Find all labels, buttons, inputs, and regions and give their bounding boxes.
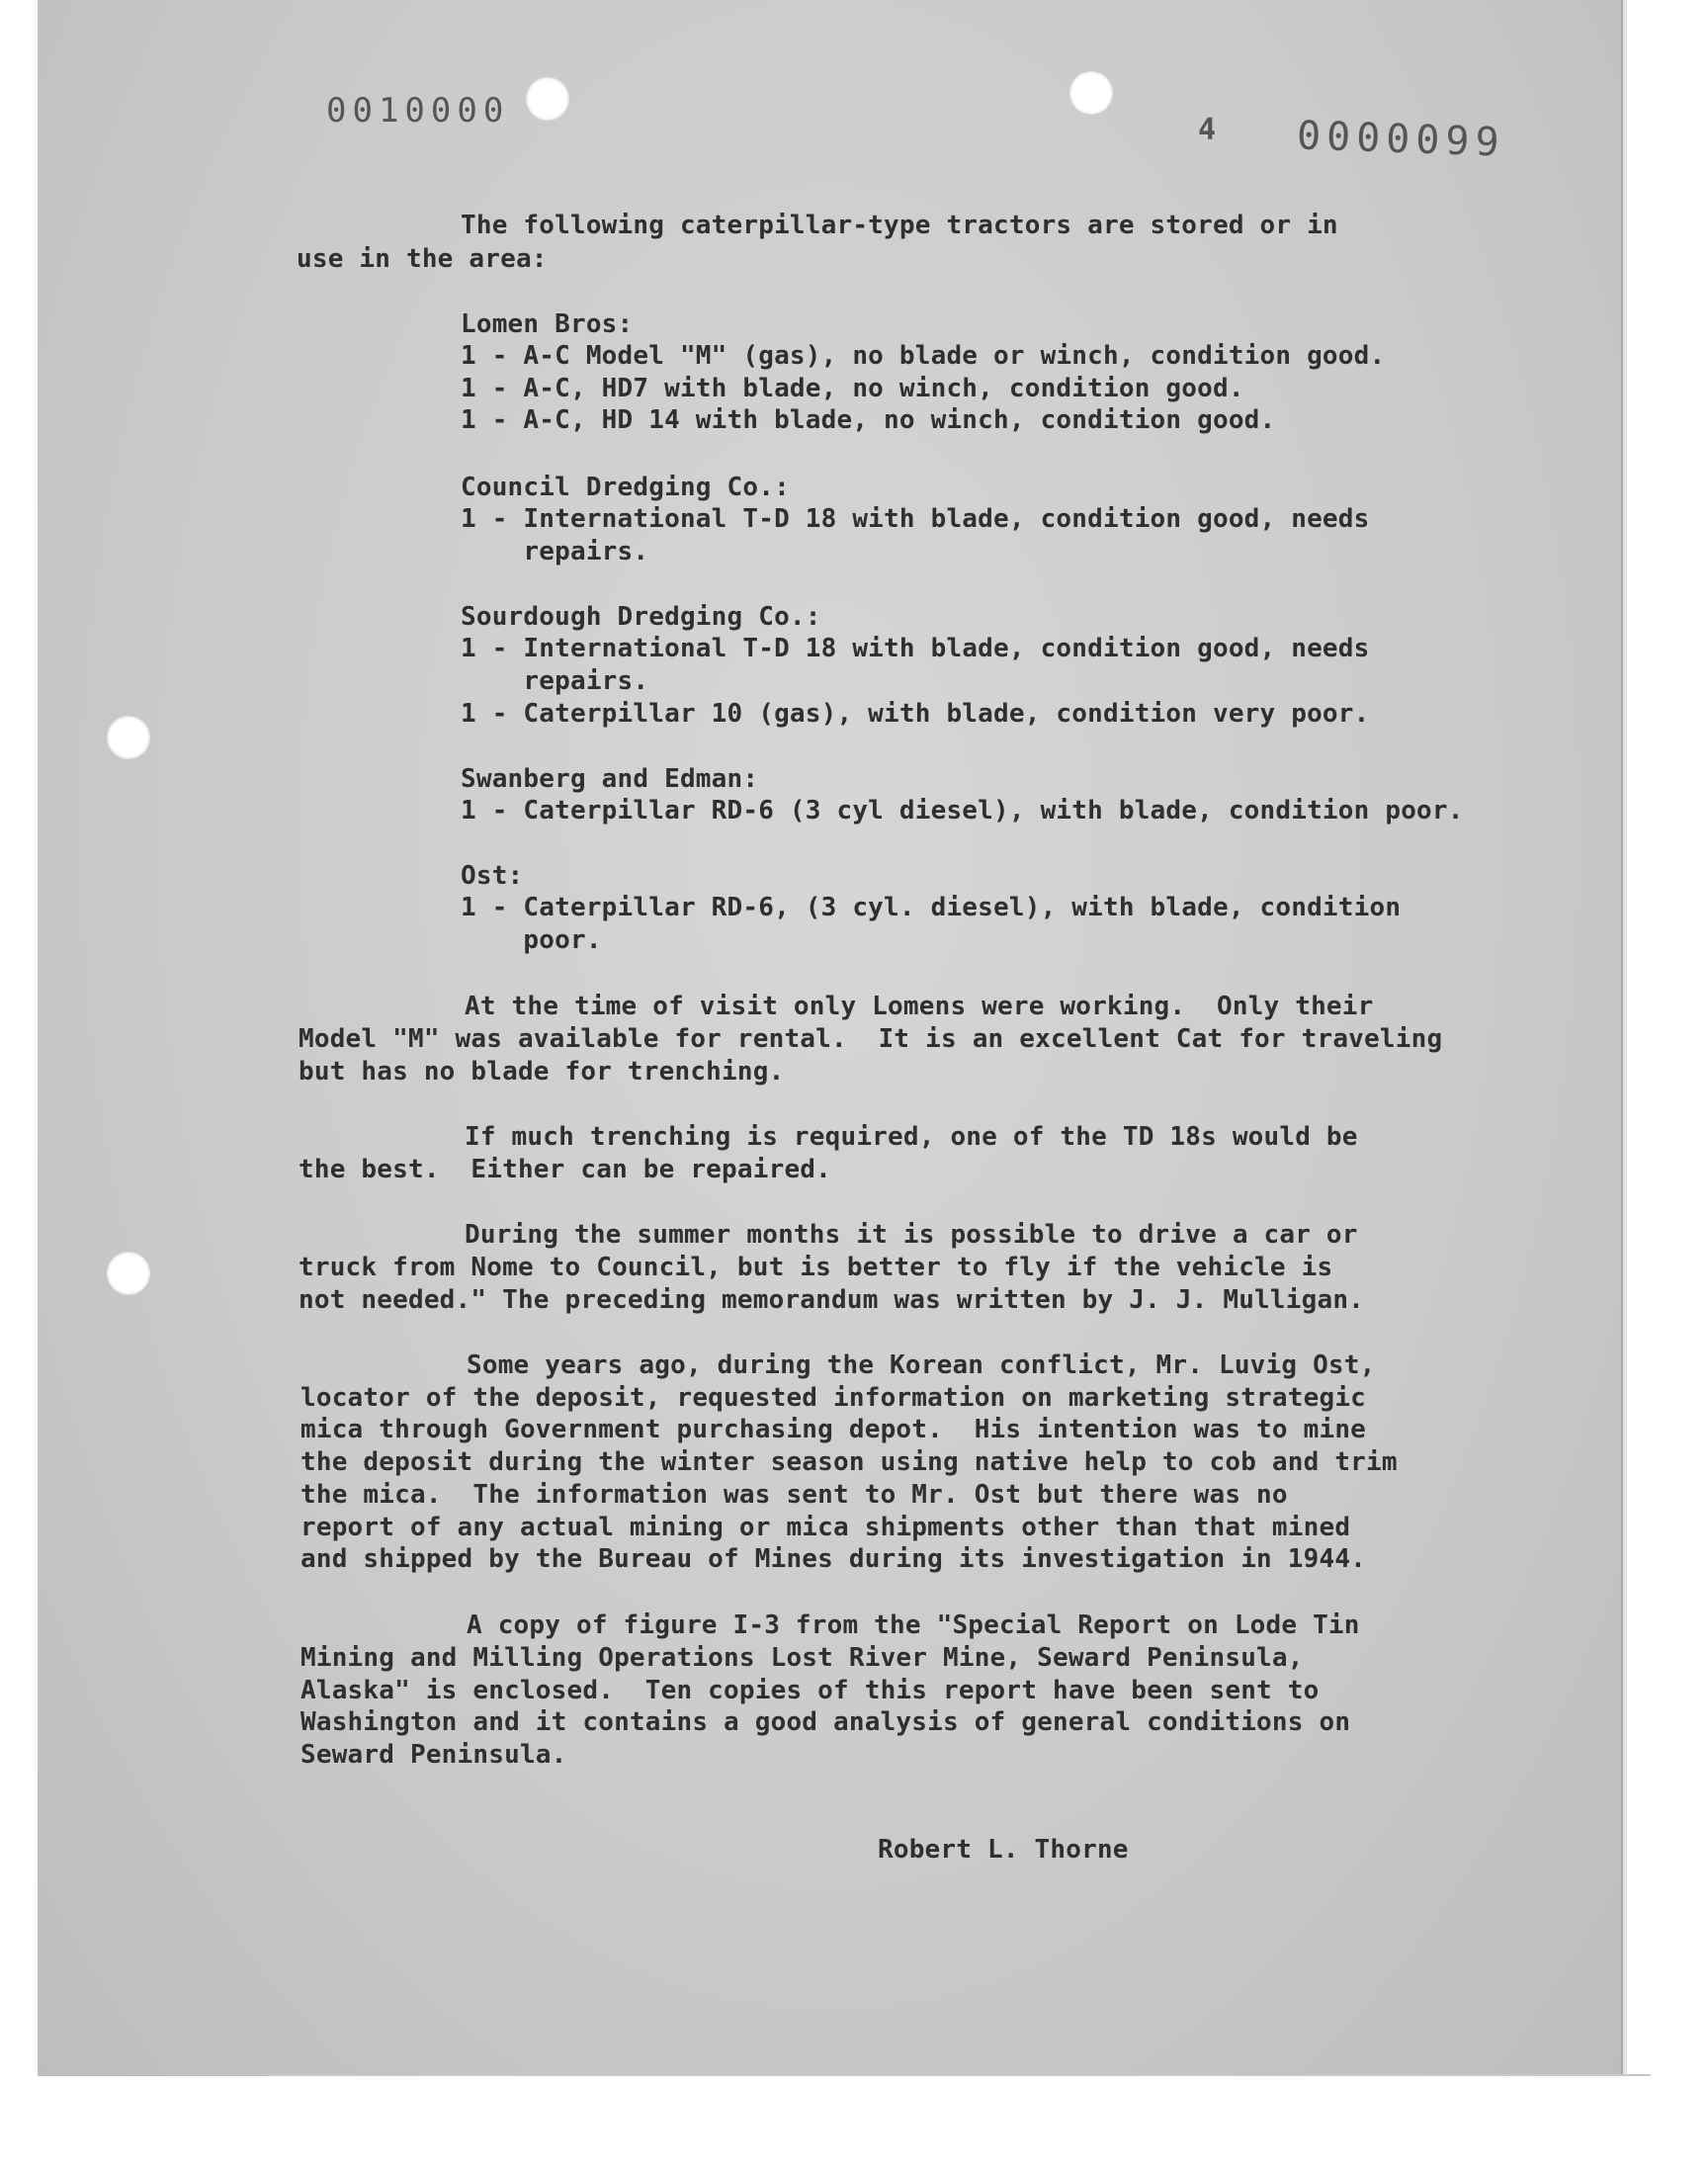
copy-paragraph-line: A copy of figure I-3 from the "Special Report on Lode Tin [467, 1610, 1360, 1640]
korean-paragraph-line: Some years ago, during the Korean conflict, Mr. Luvig Ost, [467, 1350, 1376, 1380]
korean-paragraph-line: the mica. The information was sent to Mr. Ost but there was no [300, 1480, 1288, 1510]
lomen-item: 1 - A-C Model "M" (gas), no blade or winch, condition good. [461, 341, 1386, 371]
punch-hole-lower [107, 1252, 150, 1295]
ost-heading: Ost: [461, 861, 524, 891]
lomen-heading: Lomen Bros: [461, 309, 634, 339]
sourdough-item: 1 - International T-D 18 with blade, condition good, needs [461, 634, 1370, 663]
sourdough-item: 1 - Caterpillar 10 (gas), with blade, condition very poor. [461, 699, 1370, 729]
intro-line-1: The following caterpillar-type tractors are stored or in [461, 211, 1338, 240]
scanner-bottom-edge [267, 2074, 1651, 2076]
korean-paragraph-line: report of any actual mining or mica shipments other than that mined [300, 1513, 1351, 1542]
copy-paragraph-line: Alaska" is enclosed. Ten copies of this report have been sent to [300, 1676, 1320, 1705]
summer-paragraph-line: truck from Nome to Council, but is better to fly if the vehicle is [299, 1253, 1333, 1282]
page-number: 4 [1198, 113, 1217, 147]
trenching-paragraph-line: If much trenching is required, one of the TD 18s would be [465, 1122, 1358, 1152]
sourdough-item: repairs. [461, 666, 649, 696]
summer-paragraph-line: not needed." The preceding memorandum was written by J. J. Mulligan. [299, 1285, 1365, 1315]
swanberg-heading: Swanberg and Edman: [461, 764, 759, 794]
council-item: 1 - International T-D 18 with blade, condition good, needs [461, 504, 1370, 534]
council-item: repairs. [461, 537, 649, 566]
visit-paragraph-line: At the time of visit only Lomens were working. Only their [465, 992, 1374, 1021]
scanner-edge [1623, 0, 1627, 2076]
punch-hole-top-left [526, 77, 569, 121]
visit-paragraph-line: but has no blade for trenching. [299, 1057, 785, 1087]
copy-paragraph-line: Washington and it contains a good analysis of general conditions on [300, 1707, 1351, 1737]
copy-paragraph-line: Mining and Milling Operations Lost River Mine, Seward Peninsula, [300, 1643, 1304, 1673]
korean-paragraph-line: the deposit during the winter season using native help to cob and trim [300, 1447, 1398, 1477]
korean-paragraph-line: and shipped by the Bureau of Mines during its investigation in 1944. [300, 1544, 1367, 1574]
signature: Robert L. Thorne [878, 1835, 1129, 1865]
ost-item: 1 - Caterpillar RD-6, (3 cyl. diesel), with blade, condition [461, 893, 1402, 922]
lomen-item: 1 - A-C, HD 14 with blade, no winch, condition good. [461, 405, 1276, 435]
punch-hole-top-right [1069, 71, 1113, 115]
trenching-paragraph-line: the best. Either can be repaired. [299, 1155, 832, 1184]
punch-hole-middle [107, 716, 150, 759]
visit-paragraph-line: Model "M" was available for rental. It is an excellent Cat for traveling [299, 1024, 1443, 1054]
sourdough-heading: Sourdough Dredging Co.: [461, 602, 821, 632]
council-heading: Council Dredging Co.: [461, 473, 790, 502]
swanberg-item: 1 - Caterpillar RD-6 (3 cyl diesel), with blade, condition poor. [461, 796, 1464, 826]
ost-item: poor. [461, 925, 602, 955]
summer-paragraph-line: During the summer months it is possible to drive a car or [465, 1220, 1358, 1250]
intro-line-2: use in the area: [297, 244, 548, 274]
document-stamp-left: 0010000 [326, 91, 510, 130]
copy-paragraph-line: Seward Peninsula. [300, 1740, 567, 1770]
lomen-item: 1 - A-C, HD7 with blade, no winch, condition good. [461, 374, 1244, 403]
document-stamp-right: 0000099 [1296, 113, 1506, 166]
korean-paragraph-line: mica through Government purchasing depot. His intention was to mine [300, 1415, 1367, 1444]
korean-paragraph-line: locator of the deposit, requested information on marketing strategic [300, 1383, 1367, 1413]
